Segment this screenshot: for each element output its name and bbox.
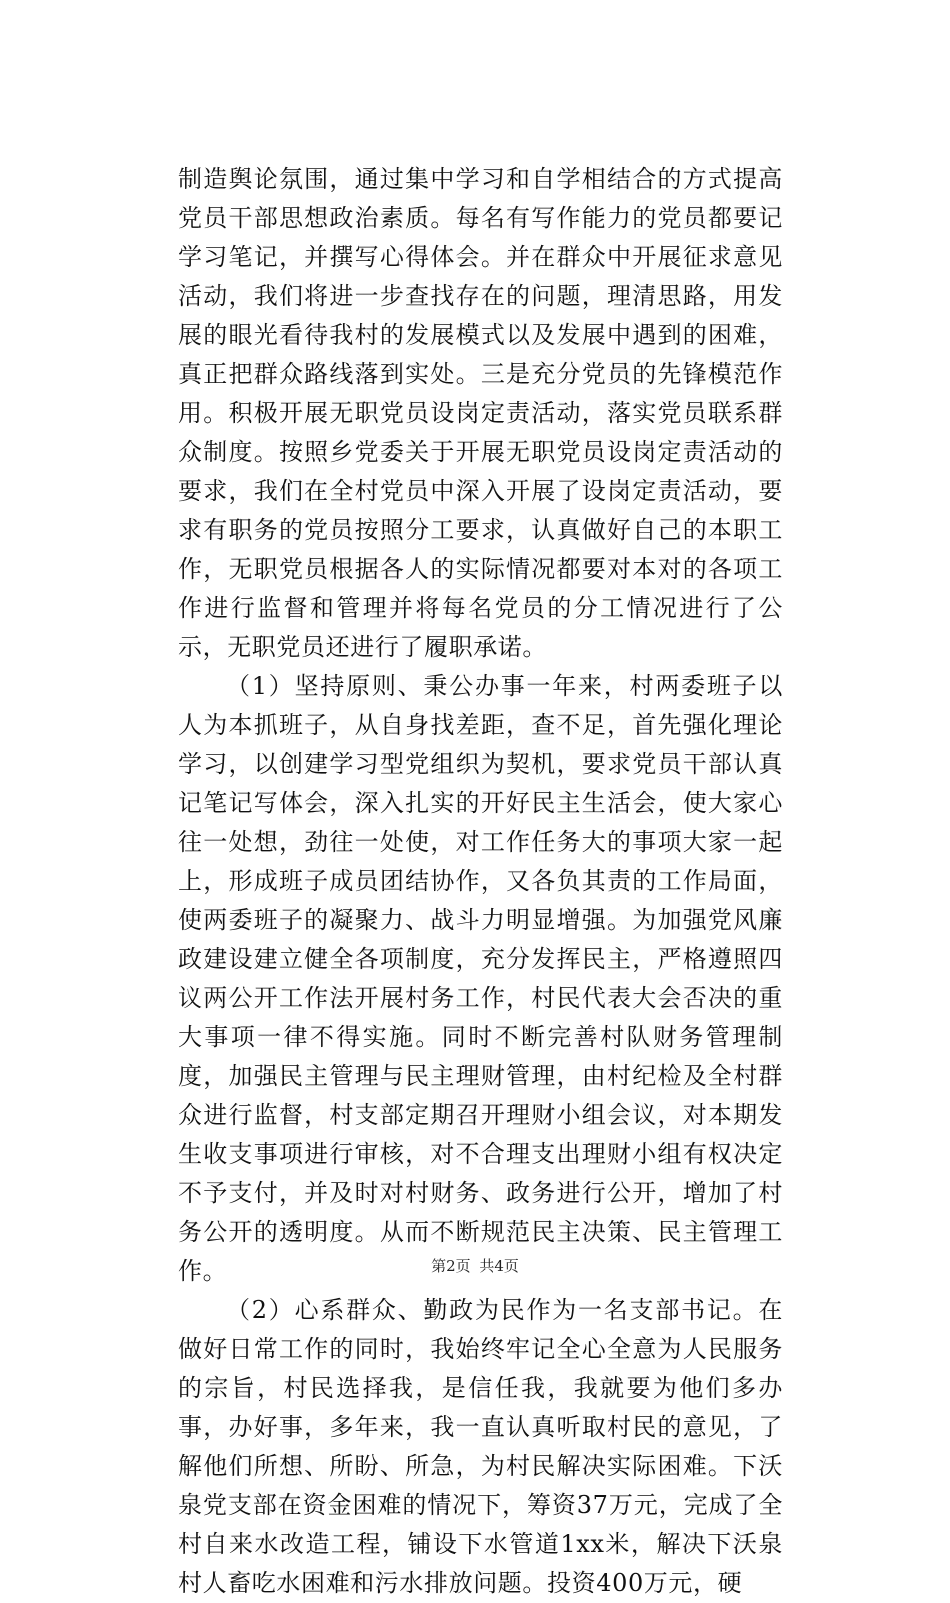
body-paragraph-2: （1）坚持原则、秉公办事一年来，村两委班子以人为本抓班子，从自身找差距，查不足，首先强化理论学习，以创建学习型党组织为契机，要求党员干部认真记笔记写体会，深入扎实的开好民主生活会，使大家心往一处想，劲往一处使，对工作任务大的事项大家一起上，形成班子成员团结协作，又各负其责的工作局面，使两委班子的凝聚力、战斗力明显增强。为加强党风廉政建设建立健全各项制度，充分发挥民主，严格遵照四议两公开工作法开展村务工作，村民代表大会否决的重大事项一律不得实施。同时不断完善村队财务管理制度，加强民主管理与民主理财管理，由村纪检及全村群众进行监督，村支部定期召开理财小组会议，对本期发生收支事项进行审核，对不合理支出理财小组有权决定不予支付，并及时对村财务、政务进行公开，增加了村务公开的透明度。从而不断规范民主决策、民主管理工作。 <box>178 672 783 1285</box>
page-number-total: 共4页 <box>479 1257 519 1275</box>
body-paragraph-3: （2）心系群众、勤政为民作为一名支部书记。在做好日常工作的同时，我始终牢记全心全意为人民服务的宗旨，村民选择我，是信任我，我就要为他们多办事，办好事，多年来，我一直认真听取村民的意见，了解他们所想、所盼、所急，为村民解决实际困难。下沃泉党支部在资金困难的情况下，筹资37万元，完成了全村自来水改造工程，铺设下水管道1xx米，解决下沃泉村人畜吃水困难和污水排放问题。投资400万元，硬 <box>178 1296 783 1597</box>
page-footer <box>0 1255 950 1276</box>
document-body <box>178 160 783 1603</box>
body-paragraph-1: 制造舆论氛围，通过集中学习和自学相结合的方式提高党员干部思想政治素质。每名有写作能力的党员都要记学习笔记，并撰写心得体会。并在群众中开展征求意见活动，我们将进一步查找存在的问题，理清思路，用发展的眼光看待我村的发展模式以及发展中遇到的困难，真正把群众路线落到实处。三是充分党员的先锋模范作用。积极开展无职党员设岗定责活动，落实党员联系群众制度。按照乡党委关于开展无职党员设岗定责活动的要求，我们在全村党员中深入开展了设岗定责活动，要求有职务的党员按照分工要求，认真做好自己的本职工作，无职党员根据各人的实际情况都要对本对的各项工作进行监督和管理并将每名党员的分工情况进行了公示，无职党员还进行了履职承诺。 <box>178 165 783 661</box>
page-number-current: 第2页 <box>431 1257 471 1275</box>
